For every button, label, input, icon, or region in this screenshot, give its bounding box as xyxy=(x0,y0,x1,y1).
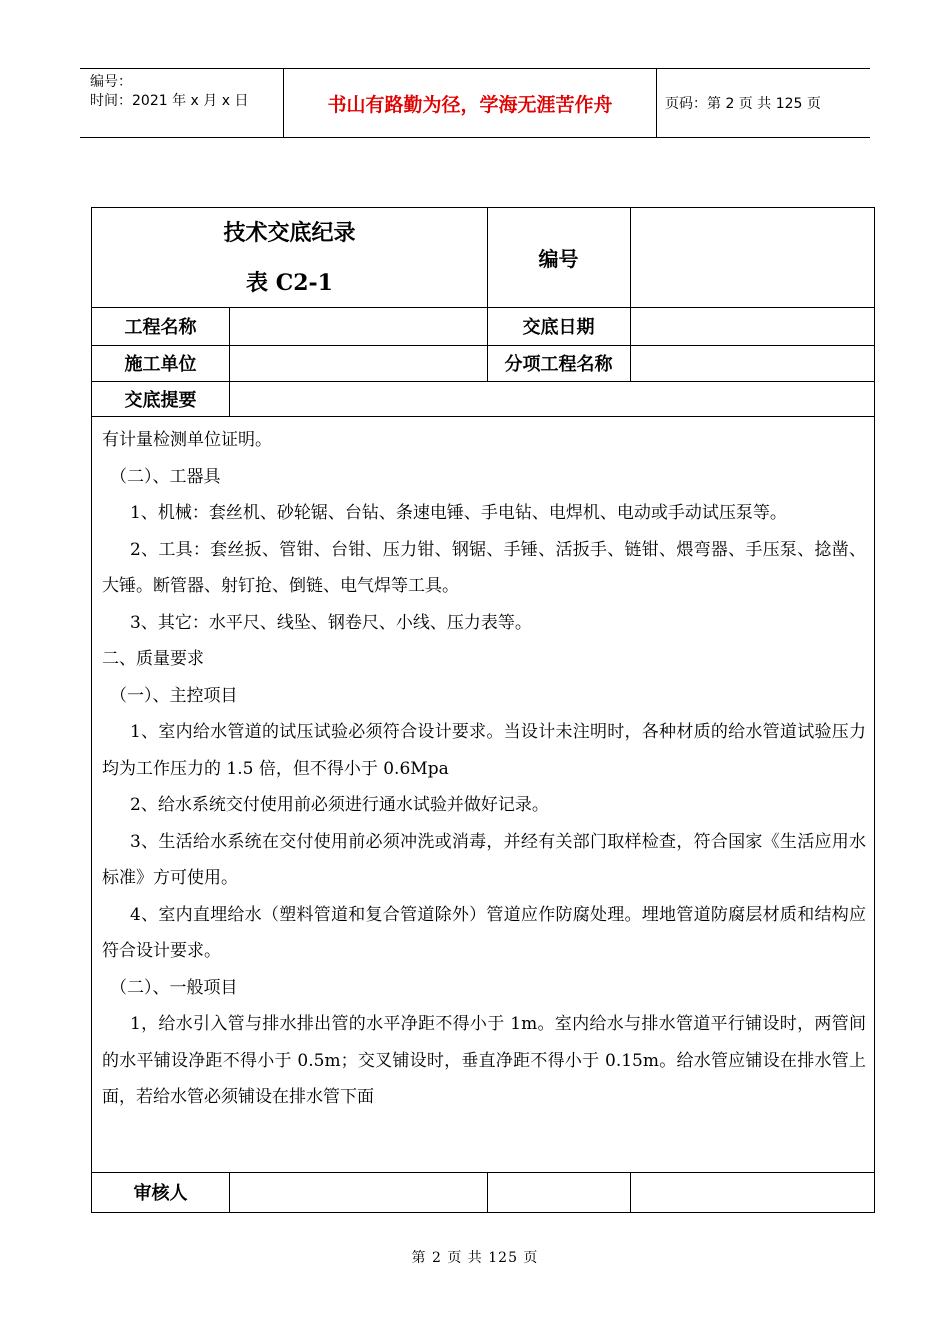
project-name-label: 工程名称 xyxy=(124,317,197,338)
subproject-name-field[interactable] xyxy=(630,345,874,381)
construction-unit-field[interactable] xyxy=(229,345,487,381)
content-paragraph: 4、室内直埋给水（塑料管道和复合管道除外）管道应作防腐处理。埋地管道防腐层材质和结构应符合设计要求。 xyxy=(102,904,866,961)
content-paragraph: 3、生活给水系统在交付使用前必须冲洗或消毒，并经有关部门取样检查，符合国家《生活应用水标准》方可使用。 xyxy=(102,831,866,888)
content-paragraph: 2、给水系统交付使用前必须进行通水试验并做好记录。 xyxy=(130,795,549,815)
content-paragraph: 二、质量要求 xyxy=(102,649,204,669)
technical-disclosure-form xyxy=(91,207,875,1213)
content-paragraph: 1、室内给水管道的试压试验必须符合设计要求。当设计未注明时，各种材质的给水管道试验压力均为工作压力的 1.5 倍，但不得小于 0.6Mpa xyxy=(102,722,866,779)
reviewer-label: 审核人 xyxy=(133,1183,188,1204)
number-label: 编号 xyxy=(538,247,579,271)
construction-unit-label: 施工单位 xyxy=(124,354,197,375)
page-footer: 第 2 页 共 125 页 xyxy=(411,1250,539,1266)
project-name-field[interactable] xyxy=(229,307,487,345)
content-paragraph: （一）、主控项目 xyxy=(110,685,238,706)
content-paragraph: （二）、一般项目 xyxy=(110,977,238,998)
content-paragraph: （二）、工器具 xyxy=(110,466,221,487)
form-title-line1: 技术交底纪录 xyxy=(223,219,356,246)
summary-field[interactable] xyxy=(229,381,874,416)
form-title xyxy=(92,208,487,307)
handover-date-label: 交底日期 xyxy=(522,317,595,338)
content-paragraph: 2、工具：套丝扳、管钳、台钳、压力钳、钢锯、手锤、活扳手、链钳、煨弯器、手压泵、捻凿、大锤。断管器、射钉抢、倒链、电气焊等工具。 xyxy=(102,539,866,596)
content-paragraph: 1、机械：套丝机、砂轮锯、台钻、条速电锤、手电钻、电焊机、电动或手动试压泵等。 xyxy=(130,503,787,523)
header-motto: 书山有路勤为径，学海无涯苦作舟 xyxy=(283,69,657,137)
disclosure-content xyxy=(92,420,874,1172)
form-title-line2: 表 C2-1 xyxy=(246,269,333,296)
summary-label: 交底提要 xyxy=(124,389,197,411)
content-paragraph: 3、其它：水平尺、线坠、钢卷尺、小线、压力表等。 xyxy=(130,612,532,633)
footer-cell-3[interactable] xyxy=(487,1172,630,1212)
header-date: 时间：2021 年 x 月 x 日 xyxy=(90,93,249,109)
header-number-label: 编号： xyxy=(90,74,132,90)
content-paragraph: 有计量检测单位证明。 xyxy=(102,430,272,450)
footer-cell-4[interactable] xyxy=(630,1172,874,1212)
reviewer-field[interactable] xyxy=(229,1172,487,1212)
header-page-info: 页码：第 2 页 共 125 页 xyxy=(665,96,821,112)
content-paragraph: 1，给水引入管与排水排出管的水平净距不得小于 1m。室内给水与排水管道平行铺设时，两管间的水平铺设净距不得小于 0.5m；交叉铺设时，垂直净距不得小于 0.15m。给水管应铺设在排水管上面，若给水管必须铺设在排水管下面 xyxy=(102,1014,866,1107)
header-meta xyxy=(90,73,248,111)
number-field[interactable] xyxy=(630,208,874,307)
subproject-name-label: 分项工程名称 xyxy=(504,354,613,375)
page-header xyxy=(80,68,870,138)
row-divider xyxy=(92,416,874,417)
handover-date-field[interactable] xyxy=(630,307,874,345)
